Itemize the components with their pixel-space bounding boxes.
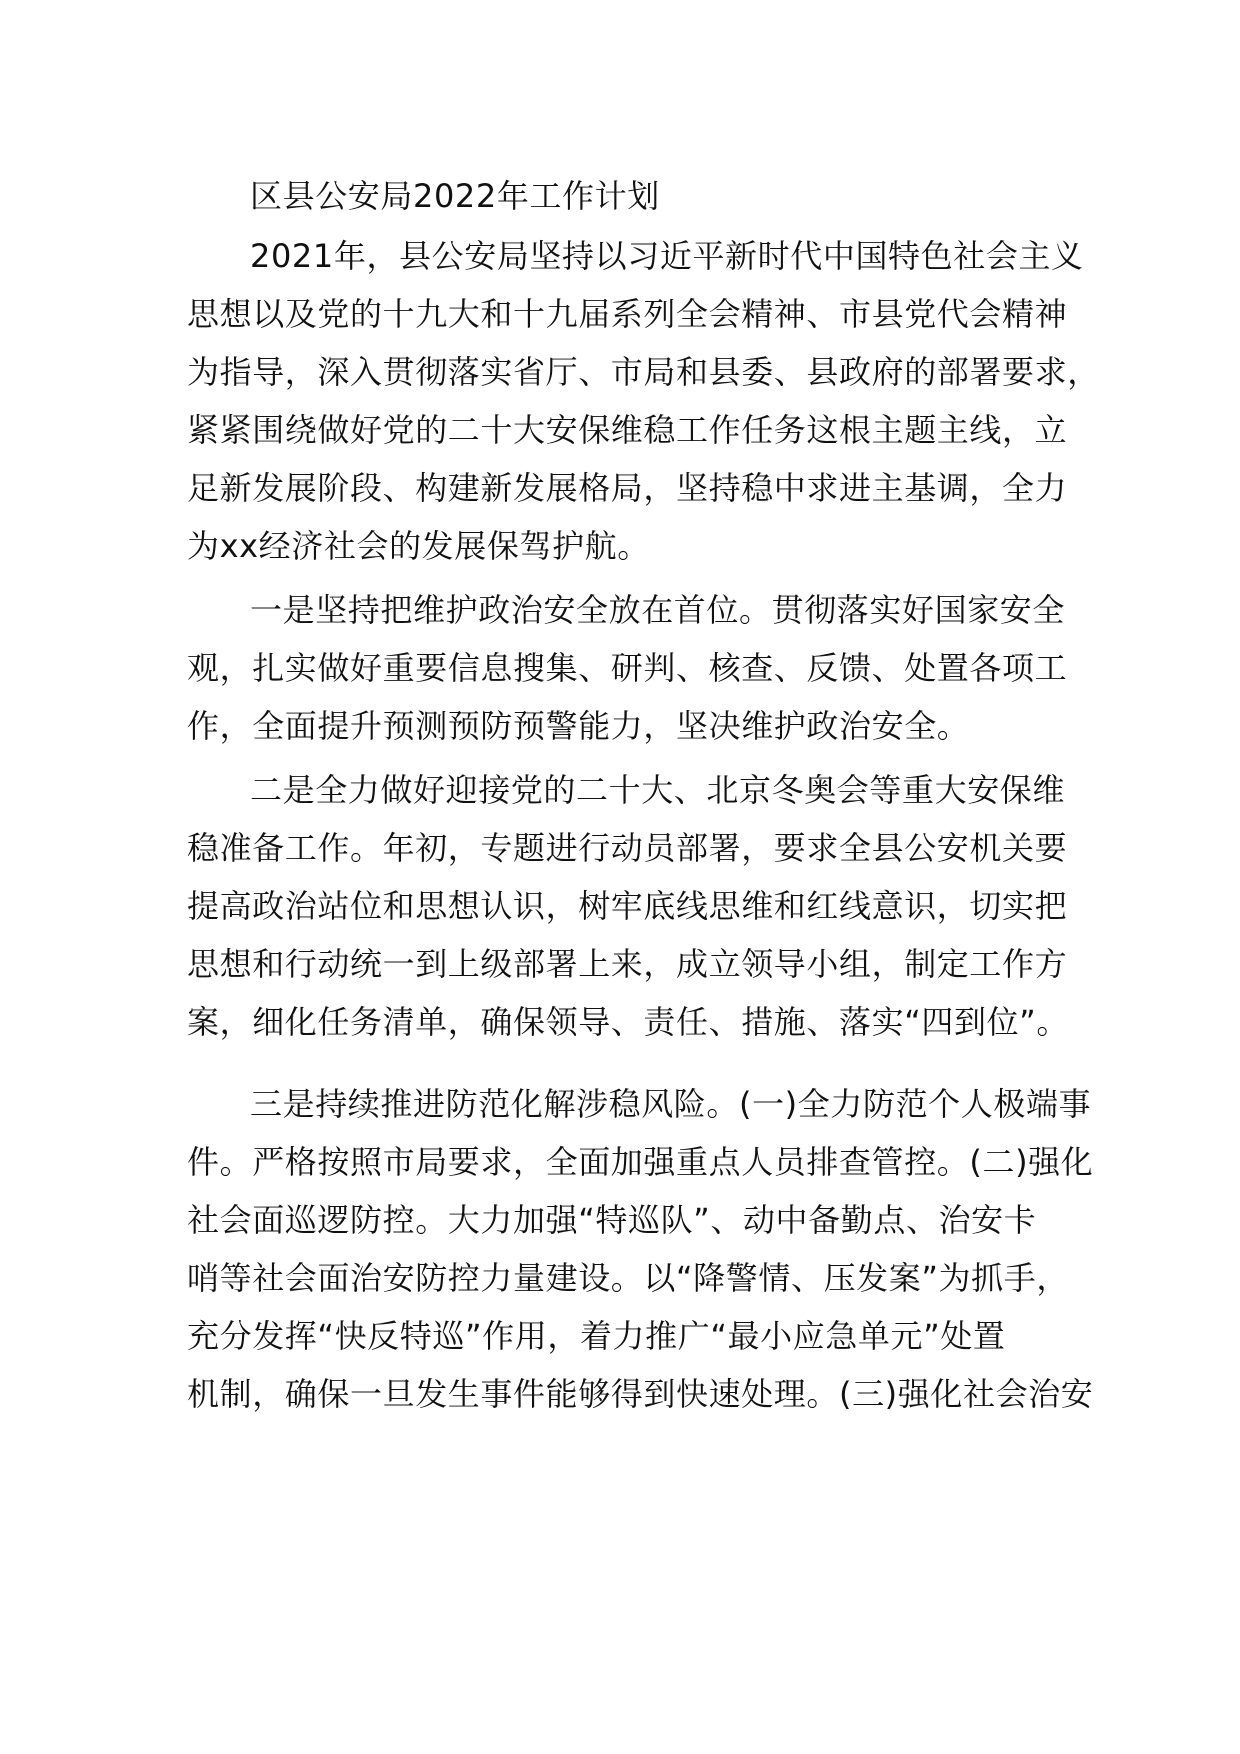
paragraph-4-line-3: 社会面巡逻防控。大力加强“特巡队”、动中备勤点、治安卡 [187, 1201, 1037, 1239]
paragraph-3-line-5: 案，细化任务清单，确保领导、责任、措施、落实“四到位”。 [187, 1003, 1069, 1041]
paragraph-4-line-5: 充分发挥“快反特巡”作用，着力推广“最小应急单元”处置 [187, 1317, 1006, 1355]
paragraph-1-line-4: 紧紧围绕做好党的二十大安保维稳工作任务这根主题主线，立 [187, 411, 1068, 449]
paragraph-2-line-2: 观，扎实做好重要信息搜集、研判、核查、反馈、处置各项工 [187, 649, 1068, 687]
document-title: 区县公安局2022年工作计划 [250, 177, 660, 215]
paragraph-1-line-1: 2021年，县公安局坚持以习近平新时代中国特色社会主义 [250, 237, 1084, 275]
paragraph-1-line-2: 思想以及党的十九大和十九届系列全会精神、市县党代会精神 [187, 295, 1068, 333]
paragraph-1-line-6: 为xx经济社会的发展保驾护航。 [187, 527, 650, 565]
paragraph-2-line-3: 作，全面提升预测预防预警能力，坚决维护政治安全。 [187, 707, 970, 745]
paragraph-4-line-4: 哨等社会面治安防控力量建设。以“降警情、压发案”为抓手， [187, 1259, 1069, 1297]
paragraph-4-line-2: 件。严格按照市局要求，全面加强重点人员排查管控。(二)强化 [187, 1143, 1094, 1181]
paragraph-3-line-4: 思想和行动统一到上级部署上来，成立领导小组，制定工作方 [187, 945, 1068, 983]
paragraph-4-line-6: 机制，确保一旦发生事件能够得到快速处理。(三)强化社会治安 [187, 1375, 1094, 1413]
paragraph-3-line-1: 二是全力做好迎接党的二十大、北京冬奥会等重大安保维 [250, 771, 1066, 809]
paragraph-3-line-2: 稳准备工作。年初，专题进行动员部署，要求全县公安机关要 [187, 829, 1068, 867]
paragraph-1-line-5: 足新发展阶段、构建新发展格局，坚持稳中求进主基调，全力 [187, 469, 1068, 507]
paragraph-3-line-3: 提高政治站位和思想认识，树牢底线思维和红线意识，切实把 [187, 887, 1068, 925]
paragraph-1-line-3: 为指导，深入贯彻落实省厅、市局和县委、县政府的部署要求， [187, 353, 1100, 391]
paragraph-4-line-1: 三是持续推进防范化解涉稳风险。(一)全力防范个人极端事 [250, 1085, 1092, 1123]
paragraph-2-line-1: 一是坚持把维护政治安全放在首位。贯彻落实好国家安全 [250, 591, 1066, 629]
